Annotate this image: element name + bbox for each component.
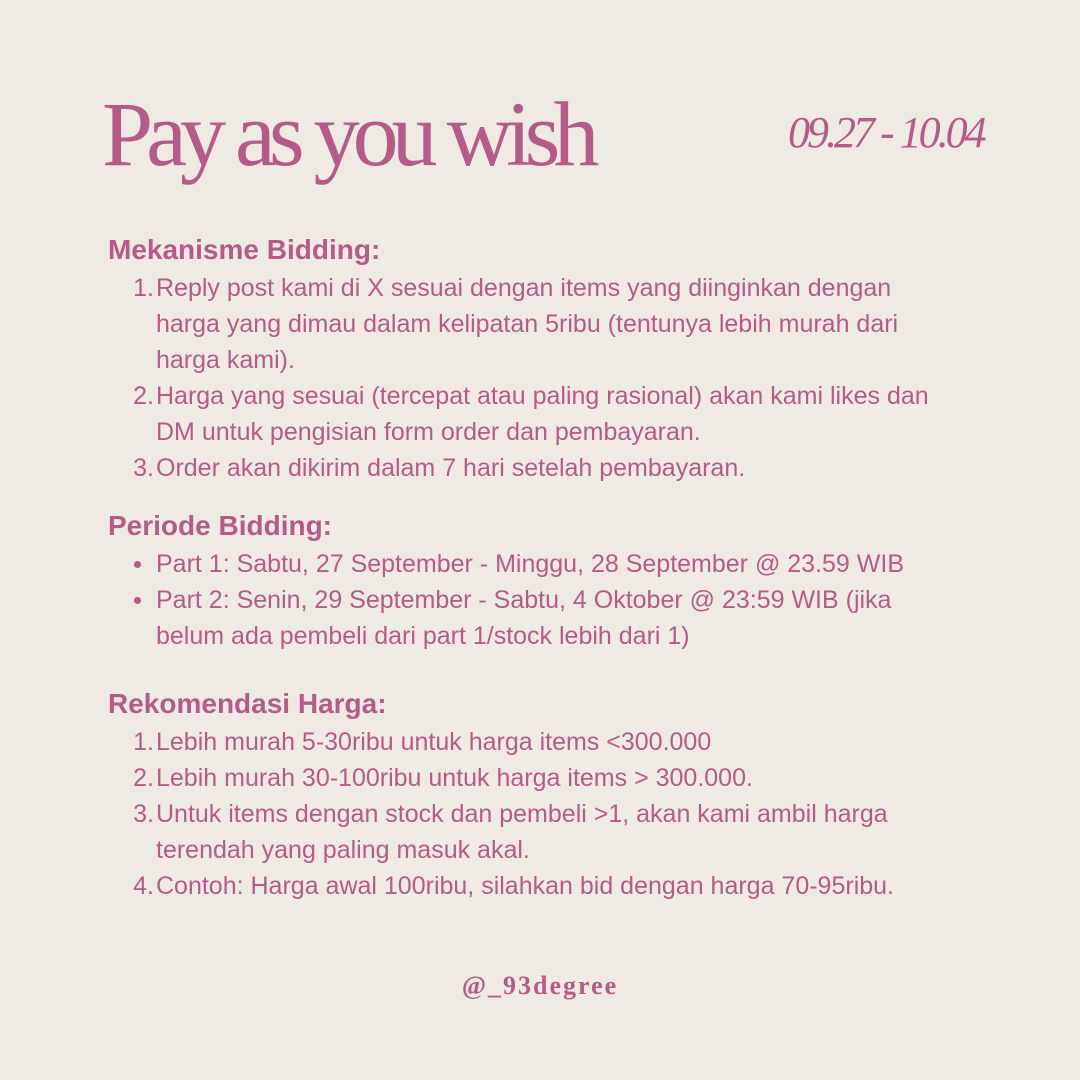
list-item-text: Untuk items dengan stock dan pembeli >1, akan kami ambil harga terendah yang paling masuk akal. [156,800,888,864]
list-number: 1. [133,728,154,756]
list-number: 3. [133,454,154,482]
rekomendasi-list [0,724,1080,904]
periode-list [0,546,1080,654]
list-item-text: Part 2: Senin, 29 September - Sabtu, 4 Oktober @ 23:59 WIB (jika belum ada pembeli dari part 1/stock lebih dari 1) [156,586,892,650]
list-number: 3. [133,800,154,828]
list-item [0,378,956,450]
list-item [0,796,956,868]
mekanisme-list [0,270,1080,486]
list-item-text: Part 1: Sabtu, 27 September - Minggu, 28 September @ 23.59 WIB [156,550,904,578]
date-range: 09.27 - 10.04 [788,108,984,157]
list-number: 4. [133,872,154,900]
list-number: 2. [133,764,154,792]
mekanisme-heading: Mekanisme Bidding: [108,234,381,265]
bullet-dot [134,597,141,604]
footer-handle: @_93degree [461,971,619,1000]
list-item-text: Contoh: Harga awal 100ribu, silahkan bid dengan harga 70-95ribu. [156,872,895,900]
list-item-text: Harga yang sesuai (tercepat atau paling rasional) akan kami likes dan DM untuk pengisian form order dan pembayaran. [156,382,929,446]
list-item [0,546,956,582]
list-item-text: Reply post kami di X sesuai dengan items yang diinginkan dengan harga yang dimau dalam kelipatan 5ribu (tentunya lebih murah dari harga kami). [156,274,899,374]
list-item-text: Lebih murah 5-30ribu untuk harga items <300.000 [156,728,712,756]
bullet-dot [134,561,141,568]
list-item [0,868,956,904]
page-title: Pay as you wish [102,83,593,185]
list-number: 1. [133,274,154,302]
periode-heading: Periode Bidding: [108,510,332,541]
list-item [0,760,956,796]
list-item [0,582,956,654]
list-number: 2. [133,382,154,410]
list-item-text: Order akan dikirim dalam 7 hari setelah pembayaran. [156,454,746,482]
list-item [0,724,956,760]
list-item [0,270,956,378]
list-item-text: Lebih murah 30-100ribu untuk harga items > 300.000. [156,764,753,792]
rekomendasi-heading: Rekomendasi Harga: [108,688,387,719]
list-item [0,450,956,486]
